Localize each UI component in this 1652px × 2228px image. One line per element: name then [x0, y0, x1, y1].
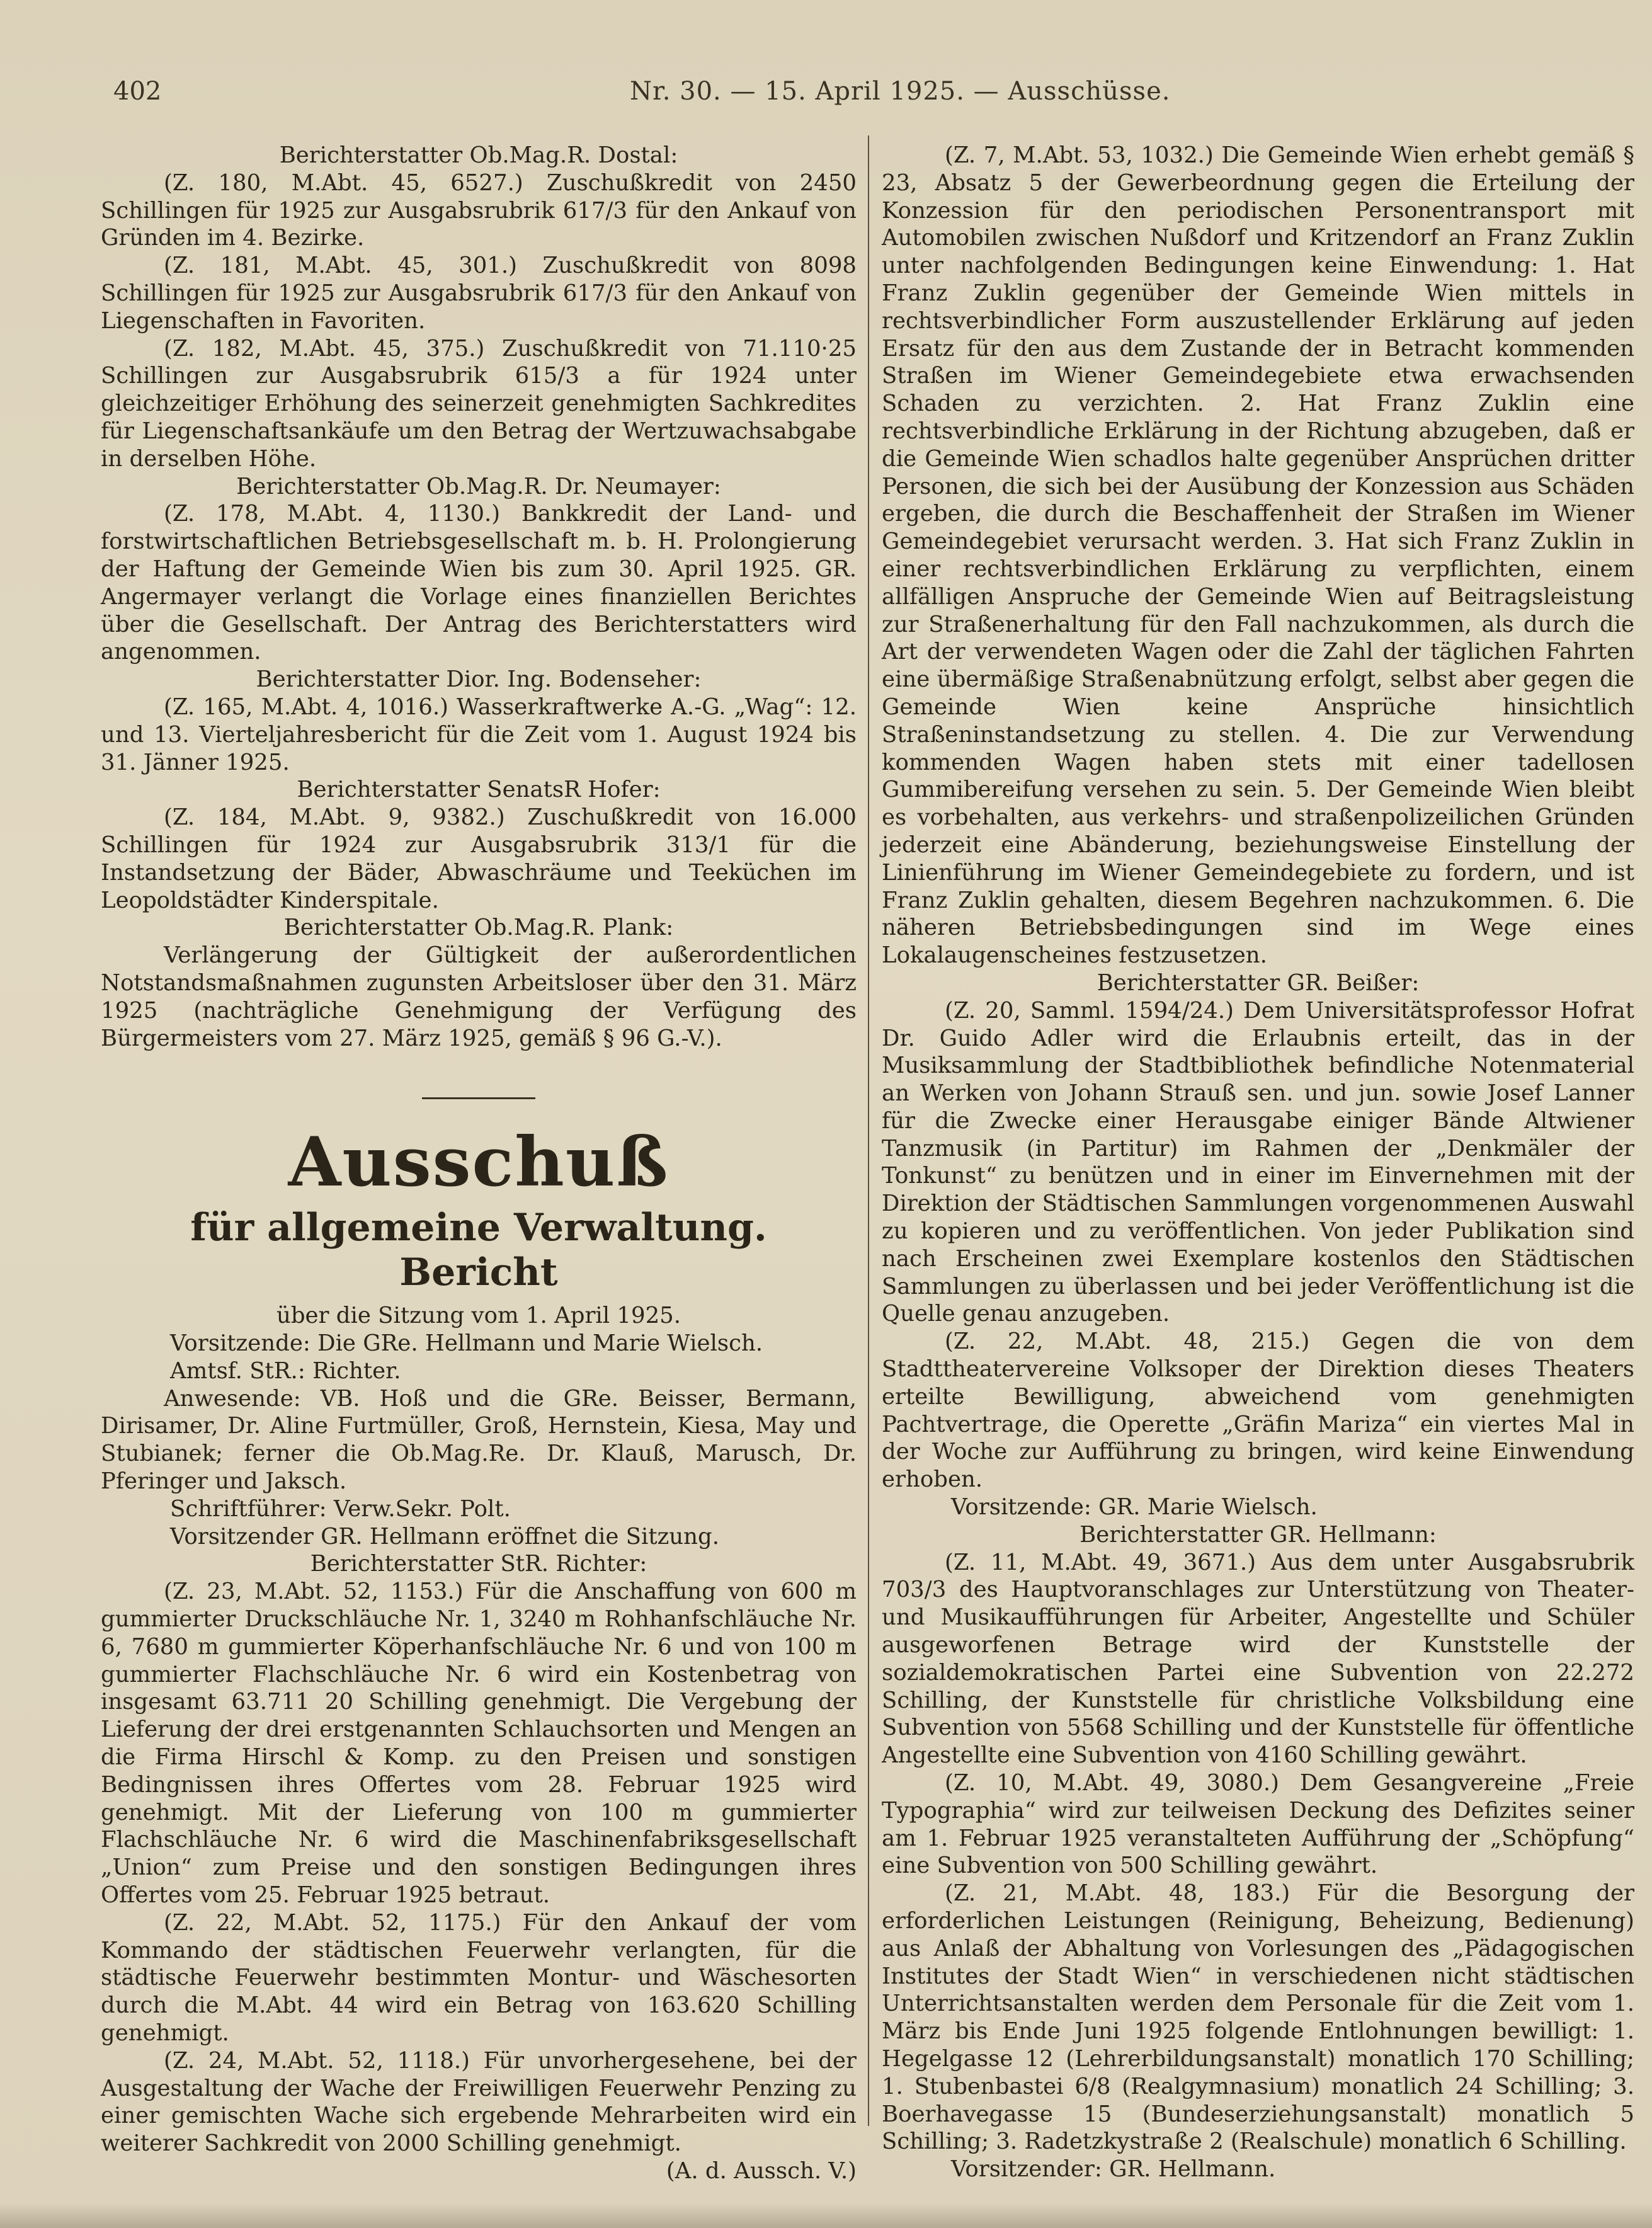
agenda-item: (Z. 23, M.Abt. 52, 1153.) Für die Anschaffung von 600 m gummierter Druckschläuche Nr. 1, 3240 m Rohhanfschläuche Nr. 6, 7680 m gummierter Köperhanfschläuche Nr. 6 und von 100 m gummierter Flachschläuche Nr. 6 wird ein Kostenbetrag von insgesamt 63.711 20 Schilling genehmigt. Die Vergebung der Lieferung der drei erstgenannten Schlauchsorten und Mengen an die Firma Hirschl & Komp. zu den Preisen und sonstigen Bedingnissen ihres Offertes vom 28. Februar 1925 wird genehmigt. Mit der Lieferung von 100 m gummierter Flachschläuche Nr. 6 wird die Maschinenfabriksgesellschaft „Union“ zum Preise und den sonstigen Bedingungen ihres Offertes vom 25. Februar 1925 betraut.	[101, 1579, 857, 1909]
reporter-label: Berichterstatter Ob.Mag.R. Plank:	[283, 915, 674, 941]
agenda-item: Verlängerung der Gültigkeit der außerordentlichen Notstandsmaßnahmen zugunsten Arbeitsloser über den 31. März 1925 (nachträgliche Genehmigung der Verfügung des Bürgermeisters vom 27. März 1925, gemäß § 96 G.-V.).	[101, 942, 857, 1051]
running-head: Nr. 30. — 15. April 1925. — Ausschüsse.	[630, 77, 1171, 106]
reporter-label: Berichterstatter SenatsR Hofer:	[297, 777, 661, 803]
reporter-label: Berichterstatter Ob.Mag.R. Dr. Neumayer:	[236, 473, 721, 500]
chair-line: Vorsitzender: GR. Hellmann.	[951, 2156, 1276, 2183]
chair-line: Vorsitzende: Die GRe. Hellmann und Marie Wielsch.	[170, 1330, 763, 1357]
committee-reference: (A. d. Aussch. V.)	[666, 2158, 857, 2184]
reporter-label: Berichterstatter StR. Richter:	[310, 1551, 647, 1577]
agenda-item: (Z. 11, M.Abt. 49, 3671.) Aus dem unter Ausgabsrubrik 703/3 des Hauptvoranschlages zur Unterstützung von Theater- und Musikaufführungen für Arbeiter, Angestellte und Schüler ausgeworfenen Betrage wird der Kunststelle der sozialdemokratischen Partei eine Subvention von 22.272 Schilling, der Kunststelle für christliche Volksbildung eine Subvention von 5568 Schilling und der Kunststelle für öffentliche Angestellte eine Subvention von 4160 Schilling gewährt.	[882, 1549, 1634, 1769]
agenda-item: (Z. 165, M.Abt. 4, 1016.) Wasserkraftwerke A.-G. „Wag“: 12. und 13. Vierteljahresbericht für die Zeit vom 1. August 1924 bis 31. Jänner 1925.	[101, 694, 857, 775]
reporter-label: Berichterstatter GR. Hellmann:	[1079, 1521, 1437, 1548]
agenda-item: (Z. 181, M.Abt. 45, 301.) Zuschußkredit von 8098 Schillingen für 1925 zur Ausgabsrubrik 617/3 für den Ankauf von Liegenschaften in Favoriten.	[101, 253, 857, 334]
opening-line: Vorsitzender GR. Hellmann eröffnet die Sitzung.	[170, 1523, 720, 1550]
reporter-label: Berichterstatter GR. Beißer:	[1097, 969, 1420, 996]
report-heading: Bericht	[399, 1250, 558, 1295]
agenda-item: (Z. 21, M.Abt. 48, 183.) Für die Besorgung der erforderlichen Leistungen (Reinigung, Beheizung, Bedienung) aus Anlaß der Abhaltung von Vorlesungen des „Pädagogischen Institutes der Stadt Wien“ in verschiedenen nicht städtischen Unterrichtsanstalten werden dem Personale für die Zeit vom 1. März bis Ende Juni 1925 folgende Entlohnungen bewilligt: 1. Hegelgasse 12 (Lehrerbildungsanstalt) monatlich 170 Schilling; 1. Stubenbastei 6/8 (Realgymnasium) monatlich 24 Schilling; 3. Boerhavegasse 15 (Bundeserziehungsanstalt) monatlich 5 Schilling; 3. Radetzkystraße 2 (Realschule) monatlich 6 Schilling.	[882, 1880, 1634, 2155]
agenda-item: (Z. 182, M.Abt. 45, 375.) Zuschußkredit von 71.110·25 Schillingen zur Ausgabsrubrik 615/3 a für 1924 unter gleichzeitiger Erhöhung des seinerzeit genehmigten Sachkredites für Liegenschaftsankäufe um den Betrag der Wertzuwachsabgabe in derselben Höhe.	[101, 335, 857, 472]
page-edge-shadow	[0, 2203, 1652, 2228]
agenda-item-text: (Z. 24, M.Abt. 52, 1118.) Für unvorhergesehene, bei der Ausgestaltung der Wache der Freiwilligen Feuerwehr Penzing zu einer gemischten Wache sich ergebende Mehrarbeiten wird ein weiterer Sachkredit von 2000 Schilling genehmigt.	[101, 2047, 857, 2157]
chair-line: Vorsitzende: GR. Marie Wielsch.	[951, 1494, 1318, 1521]
agenda-item: (Z. 22, M.Abt. 52, 1175.) Für den Ankauf der vom Kommando der städtischen Feuerwehr verlangten, für die städtische Feuerwehr bestimmten Montur- und Wäschesorten durch die M.Abt. 44 wird ein Betrag von 163.620 Schilling genehmigt.	[101, 1909, 857, 2047]
left-column	[101, 142, 857, 2185]
agenda-item: (Z. 7, M.Abt. 53, 1032.) Die Gemeinde Wien erhebt gemäß § 23, Absatz 5 der Gewerbeordnung gegen die Erteilung der Konzession für den periodischen Personentransport mit Automobilen zwischen Nußdorf und Kritzendorf an Franz Zuklin unter nachfolgenden Bedingungen keine Einwendung: 1. Hat Franz Zuklin gegenüber der Gemeinde Wien mittels in rechtsverbindlicher Form auszustellender Erklärung auf jeden Ersatz für den aus dem Zustande der in Betracht kommenden Straßen im Wiener Gemeindegebiete etwa erwachsenden Schaden zu verzichten. 2. Hat Franz Zuklin eine rechtsverbindliche Erklärung in der Richtung abzugeben, daß er die Gemeinde Wien schadlos halte gegenüber Ansprüchen dritter Personen, die sich bei der Ausübung der Konzession aus Schäden ergeben, die durch die Beschaffenheit der Straßen im Wiener Gemeindegebiet verursacht werden. 3. Hat sich Franz Zuklin in einer rechtsverbindlichen Erklärung zu verpflichten, einem allfälligen Anspruche der Gemeinde Wien auf Beitragsleistung zur Straßenerhaltung für den Fall nachzukommen, als durch die Art der verwendeten Wagen oder die Zahl der täglichen Fahrten eine übermäßige Straßenabnützung erfolgt, selbst aber gegen die Gemeinde Wien keine Ansprüche hinsichtlich Straßeninstandsetzung zu stellen. 4. Die zur Verwendung kommenden Wagen haben stets mit einer tadellosen Gummibereifung versehen zu sein. 5. Der Gemeinde Wien bleibt es vorbehalten, aus verkehrs- und straßenpolizeilichen Gründen jederzeit eine Abänderung, beziehungsweise Einstellung der Linienführung im Wiener Gemeindegebiete zu fordern, und ist Franz Zuklin gehalten, diesem Begehren nachzukommen. 6. Die näheren Betriebsbedingungen sind im Wege eines Lokalaugenscheines festzusetzen.	[882, 142, 1634, 969]
agenda-item	[101, 2047, 857, 2184]
secretary-line: Schriftführer: Verw.Sekr. Polt.	[170, 1495, 511, 1522]
attendees-line: Anwesende: VB. Hoß und die GRe. Beisser, Bermann, Dirisamer, Dr. Aline Furtmüller, Groß, Hernstein, Kiesa, May und Stubianek; ferner die Ob.Mag.Re. Dr. Klauß, Marusch, Dr. Pferinger und Jaksch.	[101, 1385, 857, 1495]
agenda-item: (Z. 184, M.Abt. 9, 9382.) Zuschußkredit von 16.000 Schillingen für 1924 zur Ausgabsrubrik 313/1 für die Instandsetzung der Bäder, Abwaschräume und Teeküchen im Leopoldstädter Kinderspitale.	[101, 804, 857, 913]
agenda-item: (Z. 178, M.Abt. 4, 1130.) Bankkredit der Land- und forstwirtschaftlichen Betriebsgesellschaft m. b. H. Prolongierung der Haftung der Gemeinde Wien bis zum 30. April 1925. GR. Angermayer verlangt die Vorlage eines finanziellen Berichtes über die Gesellschaft. Der Antrag des Berichterstatters wird angenommen.	[101, 501, 857, 665]
reporter-label: Berichterstatter Ob.Mag.R. Dostal:	[279, 142, 678, 168]
agenda-item: (Z. 22, M.Abt. 48, 215.) Gegen die von dem Stadttheatervereine Volksoper der Direktion dieses Theaters erteilte Bewilligung, abweichend vom genehmigten Pachtvertrage, die Operette „Gräfin Mariza“ ein viertes Mal in der Woche zur Aufführung zu bringen, wird keine Einwendung erhoben.	[882, 1328, 1634, 1493]
right-column	[882, 142, 1634, 2183]
committee-subtitle: für allgemeine Verwaltung.	[190, 1206, 767, 1250]
agenda-item: (Z. 180, M.Abt. 45, 6527.) Zuschußkredit von 2450 Schillingen für 1925 zur Ausgabsrubrik 617/3 für den Ankauf von Gründen im 4. Bezirke.	[101, 169, 857, 251]
page-header	[113, 69, 1600, 107]
reporter-label: Berichterstatter Dior. Ing. Bodenseher:	[256, 666, 702, 693]
agenda-item: (Z. 20, Samml. 1594/24.) Dem Universitätsprofessor Hofrat Dr. Guido Adler wird die Erlaubnis erteilt, das in der Musiksammlung der Stadtbibliothek befindliche Notenmaterial an Werken von Johann Strauß sen. und jun. sowie Josef Lanner für die Zwecke einer Herausgabe einiger Bände Altwiener Tanzmusik (in Partitur) im Rahmen der „Denkmäler der Tonkunst“ zu benützen und in einer im Einvernehmen mit der Direktion der Städtischen Sammlungen vorgenommenen Auswahl zu kopieren und zu veröffentlichen. Von jeder Publikation sind nach Erscheinen zwei Exemplare kostenlos den Städtischen Sammlungen zu überlassen und bei jeder Veröffentlichung ist die Quelle genau anzugeben.	[882, 997, 1634, 1327]
meeting-date: über die Sitzung vom 1. April 1925.	[276, 1303, 681, 1329]
page-number: 402	[113, 77, 162, 106]
column-divider	[868, 135, 869, 2126]
agenda-item: (Z. 10, M.Abt. 49, 3080.) Dem Gesangvereine „Freie Typographia“ wird zur teilweisen Deckung des Defizites seiner am 1. Februar 1925 veranstalteten Aufführung der „Schöpfung“ eine Subvention von 500 Schilling gewährt.	[882, 1770, 1634, 1879]
section-divider	[422, 1097, 535, 1099]
committee-title: Ausschuß	[288, 1123, 669, 1203]
official-line: Amtsf. StR.: Richter.	[170, 1357, 401, 1384]
